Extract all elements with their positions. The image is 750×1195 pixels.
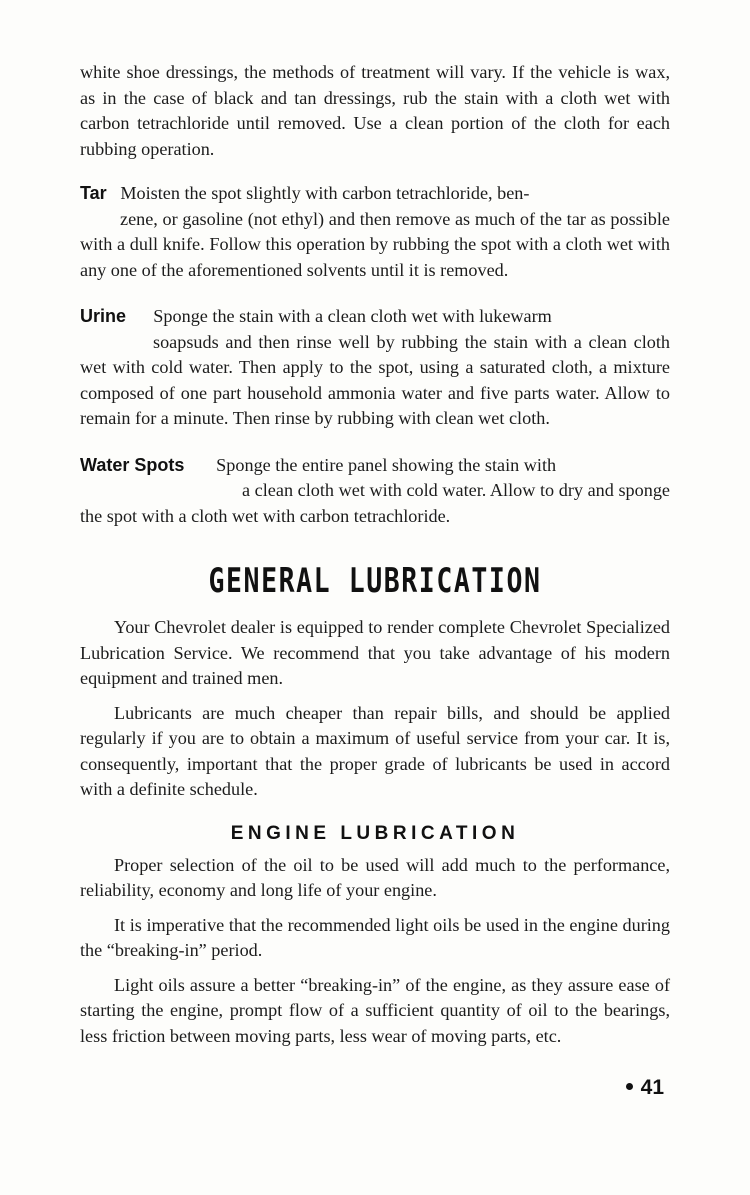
stain-body-text: a clean cloth wet with cold water. Allow to dry and sponge the spot with a cloth wet with carbon tetrachloride.	[80, 480, 670, 526]
engine-lubrication-heading: ENGINE LUBRICATION	[230, 822, 520, 844]
engine-lubrication-paragraph: Proper selection of the oil to be used will add much to the performance, reliability, economy and long life of your engine.	[80, 854, 670, 900]
stain-entry-water-spots	[80, 453, 670, 530]
manual-page	[80, 60, 670, 1058]
stain-body-text: soapsuds and then rinse well by rubbing the stain with a clean cloth wet with cold water. Then apply to the spot, using a saturated cloth, a mixture composed of one part household ammonia water and five parts water. Allow to remain for a minute. Then rinse by rubbing with clean wet cloth.	[80, 331, 670, 428]
stain-first-line-text: Sponge the stain with a clean cloth wet with lukewarm	[153, 306, 552, 326]
page-number	[626, 1076, 664, 1100]
stain-body-text: zene, or gasoline (not ethyl) and then remove as much of the tar as possible with a dull knife. Follow this operation by rubbing the spot with a cloth wet with any one of the aforementioned solvents until it is removed.	[80, 208, 670, 280]
stain-term-urine: Urine	[80, 306, 127, 326]
stain-entry-tar	[80, 181, 670, 283]
stain-entry-first-line	[80, 453, 670, 479]
general-lubrication-heading: GENERAL LUBRICATION	[208, 561, 542, 601]
bullet-icon	[626, 1083, 633, 1090]
page-number-text: 41	[640, 1076, 664, 1099]
stain-entry-first-line	[80, 181, 670, 207]
general-lubrication-paragraph: Your Chevrolet dealer is equipped to render complete Chevrolet Specialized Lubrication Service. We recommend that you take advantage of his modern equipment and trained men.	[80, 617, 670, 688]
intro-paragraph: white shoe dressings, the methods of treatment will vary. If the vehicle is wax, as in the case of black and tan dressings, rub the stain with a cloth wet with carbon tetrachloride until removed. Use a clean portion of the cloth for each rubbing operation.	[80, 62, 670, 159]
stain-entry-urine	[80, 304, 670, 432]
engine-lubrication-paragraph: Light oils assure a better “breaking-in” of the engine, as they assure ease of starting the engine, prompt flow of a sufficient quantity of oil to the bearings, less friction between moving parts, less wear of moving parts, etc.	[80, 974, 670, 1046]
engine-lubrication-paragraph: It is imperative that the recommended light oils be used in the engine during the “breaking-in” period.	[80, 914, 670, 960]
stain-entry-first-line	[80, 304, 670, 330]
general-lubrication-paragraph: Lubricants are much cheaper than repair bills, and should be applied regularly if you are to obtain a maximum of useful service from your car. It is, consequently, important that the proper grade of lubricants be used in accord with a definite schedule.	[80, 702, 670, 799]
stain-term-tar: Tar	[80, 183, 107, 203]
stain-first-line-text: Sponge the entire panel showing the stain with	[216, 454, 557, 475]
stain-term-water-spots: Water Spots	[80, 454, 185, 475]
stain-first-line-text: Moisten the spot slightly with carbon tetrachloride, ben-	[120, 183, 530, 203]
